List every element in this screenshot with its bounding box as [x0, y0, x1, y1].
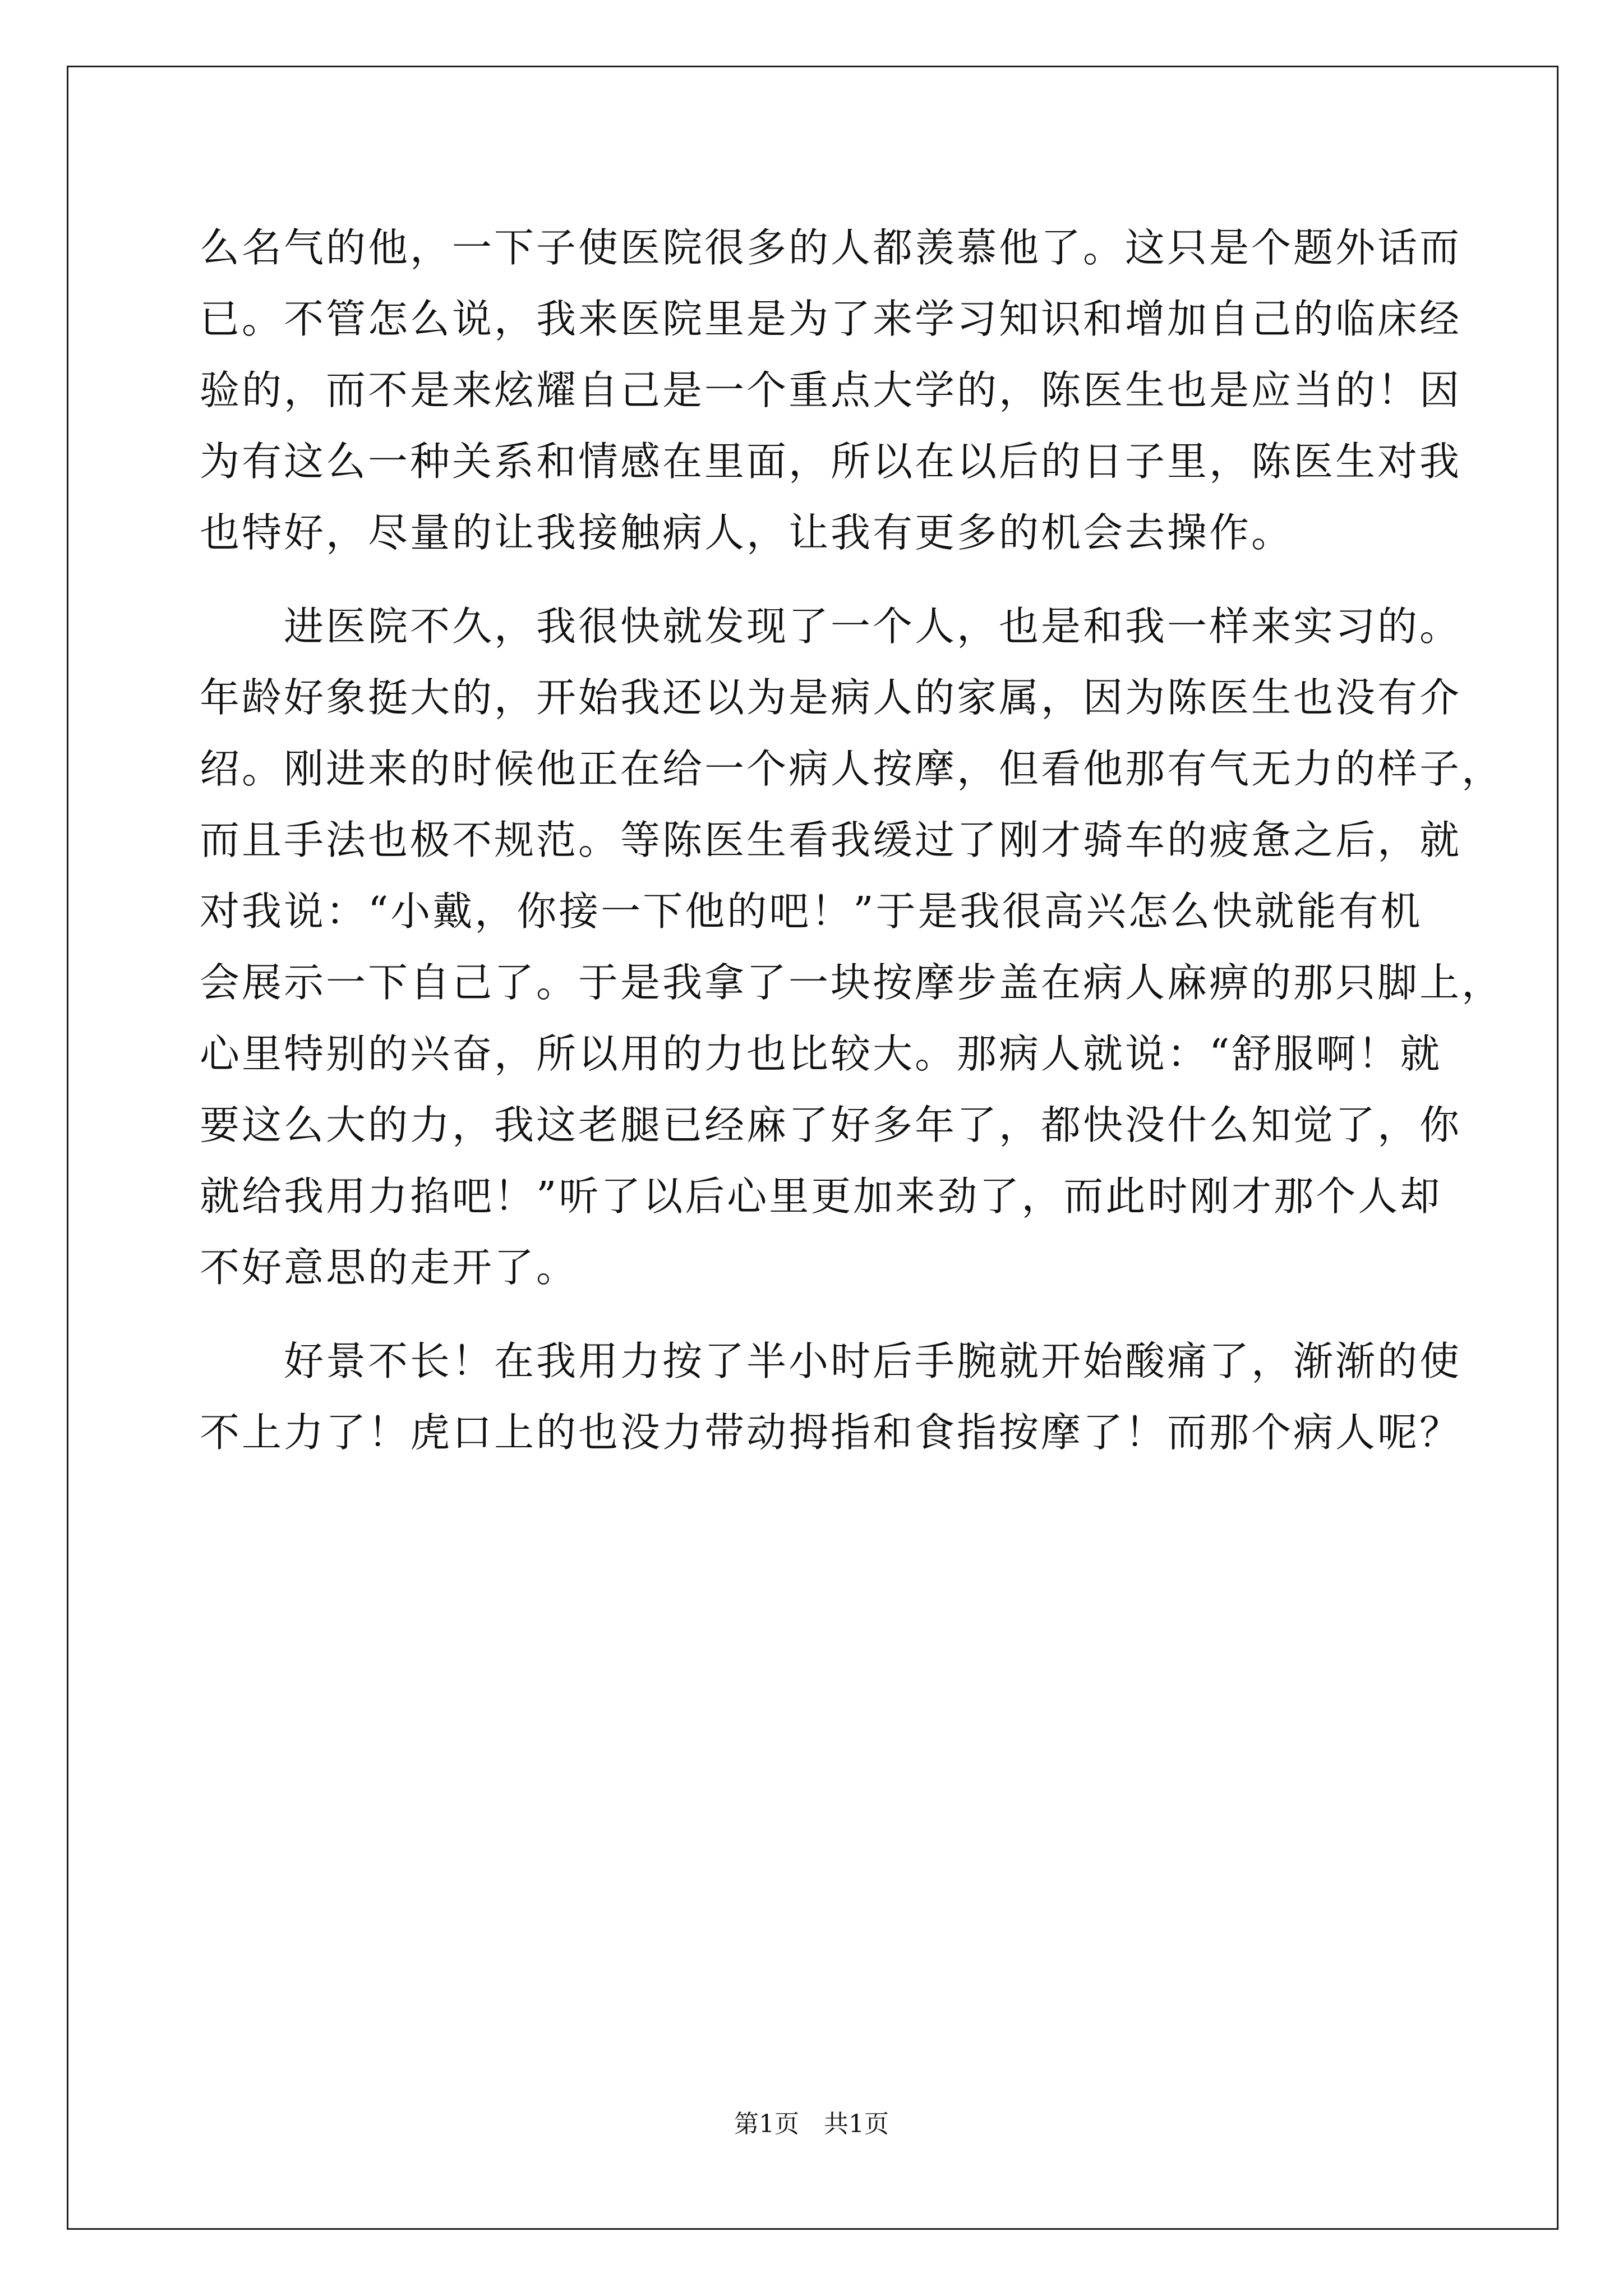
body-line: 会展示一下自己了。于是我拿了一块按摩步盖在病人麻痹的那只脚上， [200, 959, 1504, 1006]
body-line: 年龄好象挺大的，开始我还以为是病人的家属，因为陈医生也没有介 [200, 674, 1462, 721]
body-line: 验的，而不是来炫耀自己是一个重点大学的，陈医生也是应当的！因 [200, 367, 1462, 413]
body-line: 而且手法也极不规范。等陈医生看我缓过了刚才骑车的疲惫之后，就 [200, 817, 1462, 863]
body-line: 不上力了！虎口上的也没力带动拇指和食指按摩了！而那个病人呢？ [200, 1409, 1462, 1456]
body-line: 就给我用力掐吧！”听了以后心里更加来劲了，而此时刚才那个人却 [200, 1173, 1442, 1220]
body-line: 对我说：“小戴，你接一下他的吧！”于是我很高兴怎么快就能有机 [200, 888, 1423, 935]
page-number-footer: 第1页 共1页 [734, 2110, 889, 2138]
body-line: 要这么大的力，我这老腿已经麻了好多年了，都快没什么知觉了，你 [200, 1102, 1462, 1148]
body-line: 心里特别的兴奋，所以用的力也比较大。那病人就说：“舒服啊！就 [200, 1030, 1442, 1077]
body-line: 已。不管怎么说，我来医院里是为了来学习知识和增加自己的临床经 [200, 296, 1462, 342]
paragraph-first-line: 进医院不久，我很快就发现了一个人，也是和我一样来实习的。 [200, 603, 1462, 650]
body-line: 不好意思的走开了。 [200, 1244, 579, 1291]
body-line: 也特好，尽量的让我接触病人，让我有更多的机会去操作。 [200, 509, 1294, 556]
body-line: 为有这么一种关系和情感在里面，所以在以后的日子里，陈医生对我 [200, 438, 1462, 485]
body-line: 么名气的他，一下子使医院很多的人都羡慕他了。这只是个题外话而 [200, 224, 1462, 271]
document-body [200, 212, 1504, 1468]
paragraph-first-line: 好景不长！在我用力按了半小时后手腕就开始酸痛了，渐渐的使 [200, 1338, 1462, 1384]
body-line: 绍。刚进来的时候他正在给一个病人按摩，但看他那有气无力的样子， [200, 746, 1504, 792]
